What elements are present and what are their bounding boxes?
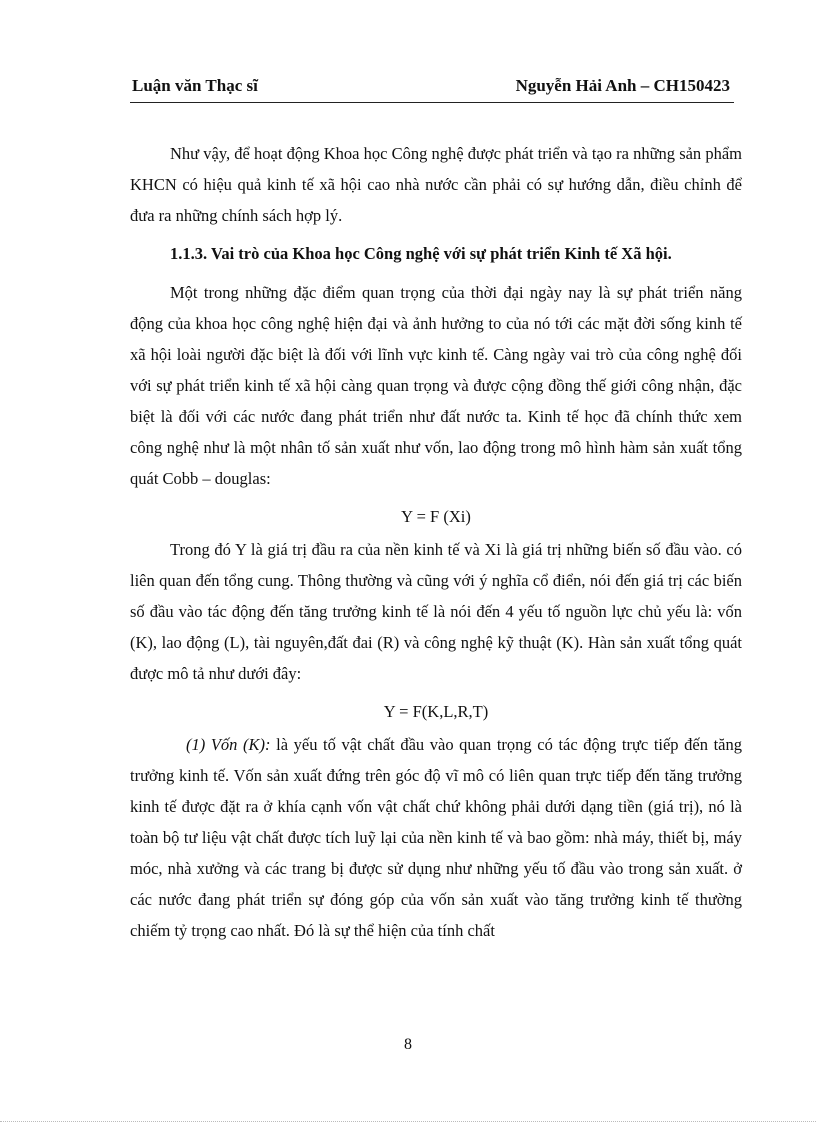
capital-label: (1) Vốn (K): <box>186 735 271 754</box>
document-body <box>130 138 742 953</box>
paragraph-intro: Như vậy, để hoạt động Khoa học Công nghệ được phát triển và tạo ra những sản phẩm KHCN có hiệu quả kinh tế xã hội cao nhà nước cần phải có sự hướng dẫn, điều chỉnh để đưa ra những chính sách hợp lý. <box>130 144 742 225</box>
formula-general: Y = F (Xi) <box>401 507 471 526</box>
section-heading: 1.1.3. Vai trò của Khoa học Công nghệ với sự phát triển Kinh tế Xã hội. <box>170 244 672 263</box>
page-number: 8 <box>404 1036 412 1053</box>
capital-text: là yếu tố vật chất đầu vào quan trọng có tác động trực tiếp đến tăng trưởng kinh tế. Vốn sản xuất đứng trên góc độ vĩ mô có liên quan trực tiếp đến tăng trưởng kinh tế được đặt ra ở khía cạnh vốn vật chất chứ không phải dưới dạng tiền (giá trị), nó là toàn bộ tư liệu vật chất được tích luỹ lại của nền kinh tế và bao gồm: nhà máy, thiết bị, máy móc, nhà xưởng và các trang bị được sử dụng như những yếu tố đầu vào trong sản xuất. ở các nước đang phát triển sự đóng góp của vốn sản xuất vào tăng trưởng kinh tế thường chiếm tỷ trọng cao nhất. Đó là sự thể hiện của tính chất <box>130 735 742 940</box>
paragraph-capital <box>130 729 742 946</box>
header-thesis-label: Luận văn Thạc sĩ <box>132 76 258 95</box>
paragraph-technology-role: Một trong những đặc điểm quan trọng của thời đại ngày nay là sự phát triển năng động của khoa học công nghệ hiện đại và ảnh hưởng to của nó tới các mặt đời sống kinh tế xã hội loài người đặc biệt là đối với lĩnh vực kinh tế. Càng ngày vai trò của công nghệ đối với sự phát triển kinh tế xã hội càng quan trọng và được cộng đồng thế giới công nhận, đặc biệt là đối với các nước đang phát triển như đất nước ta. Kinh tế học đã chính thức xem công nghệ như là một nhân tố sản xuất như vốn, lao động trong mô hình hàm sản xuất tổng quát Cobb – douglas: <box>130 283 742 488</box>
page-header <box>130 74 734 103</box>
page-bottom-divider <box>0 1121 816 1122</box>
header-author: Nguyễn Hải Anh – CH150423 <box>515 76 730 95</box>
formula-production: Y = F(K,L,R,T) <box>383 702 489 721</box>
paragraph-variables: Trong đó Y là giá trị đầu ra của nền kinh tế và Xi là giá trị những biến số đầu vào. có liên quan đến tổng cung. Thông thường và cũng với ý nghĩa cổ điển, nói đến giá trị các biến số đầu vào tác động đến tăng trưởng kinh tế là nói đến 4 yếu tố nguồn lực chủ yếu là: vốn (K), lao động (L), tài nguyên,đất đai (R) và công nghệ kỹ thuật (K). Hàn sản xuất tổng quát được mô tả như dưới đây: <box>130 540 742 683</box>
